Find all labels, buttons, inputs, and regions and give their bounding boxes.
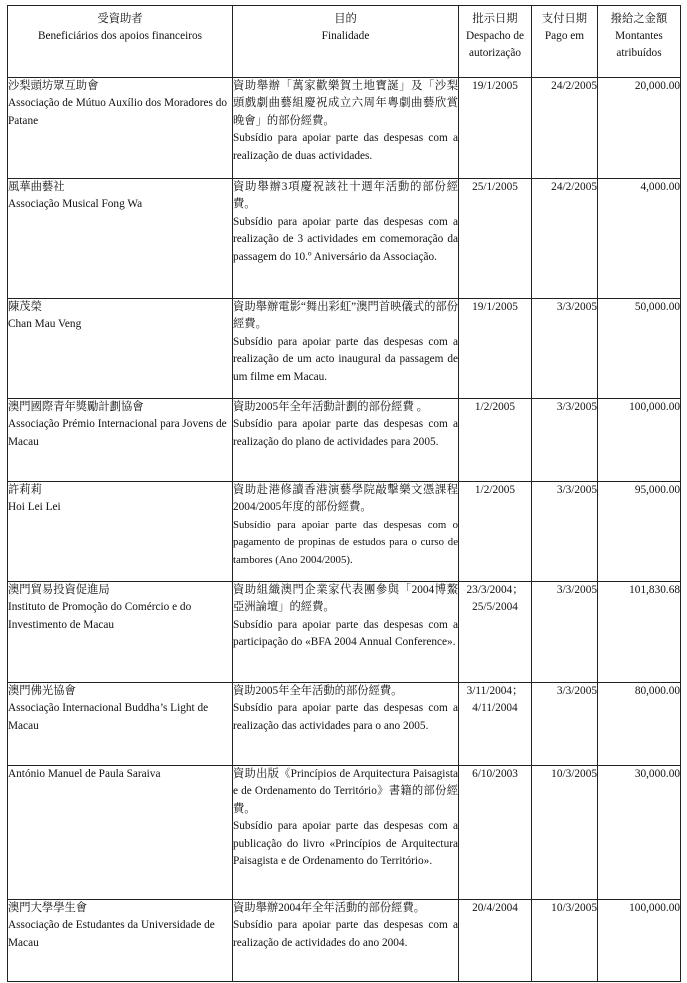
beneficiary-name-pt: Associação de Estudantes da Universidade de Macau [8,919,215,949]
payment-date: 3/3/2005 [532,683,598,766]
table-row [8,582,681,683]
purpose-pt: Subsídio para apoiar parte das despesas com a realização do plano de actividades para 2005. [233,418,458,448]
header-authorization-zh: 批示日期 [472,13,518,25]
amount: 101,830.68 [598,582,681,683]
header-amount-zh: 撥給之金額 [610,13,668,25]
authorization-date: 19/1/2005 [459,299,532,399]
purpose-pt: Subsídio para apoiar parte das despesas com a publicação do livro «Princípios de Arquitectura Paisagista e de Ordenamento do Território». [233,820,458,868]
purpose-zh: 資助2005年全年活動計劃的部份經費 。 [233,401,428,413]
purpose-zh: 資助2005年全年活動的部份經費。 [233,685,403,697]
table-row [8,683,681,766]
beneficiary-name-zh: 澳門貿易投資促進局 [8,584,110,596]
header-purpose [233,6,459,78]
header-purpose-pt: Finalidade [321,30,370,42]
beneficiary-cell [8,179,233,299]
purpose-pt: Subsídio para apoiar parte das despesas com a participação do «BFA 2004 Annual Conference». [233,618,458,649]
beneficiary-cell [8,766,233,900]
amount: 50,000.00 [598,299,681,399]
beneficiary-name-zh: 許莉莉 [8,484,42,496]
payment-date: 10/3/2005 [532,900,598,982]
header-authorization-pt-2: autorização [468,47,522,59]
table-row [8,299,681,399]
purpose-cell [233,683,459,766]
table-row [8,399,681,482]
beneficiary-name-zh: 澳門國際青年獎勵計劃協會 [8,401,144,413]
purpose-pt: Subsídio para apoiar parte das despesas com a realização de 3 actividades em comemoração da passagem do 10.º Aniversário da Associação. [233,215,458,263]
beneficiary-name-pt: Hoi Lei Lei [8,501,61,514]
beneficiary-cell [8,582,233,683]
payment-date: 24/2/2005 [532,78,598,179]
table-row [8,78,681,179]
beneficiary-name-pt: Associação Musical Fong Wa [8,198,143,211]
amount: 30,000.00 [598,766,681,900]
purpose-zh: 資助組織澳門企業家代表團參與「2004博鰲亞洲論壇」的經費。 [233,584,458,614]
purpose-cell [233,766,459,900]
payment-date: 3/3/2005 [532,482,598,582]
header-payment-zh: 支付日期 [541,13,588,25]
header-payment [532,6,598,78]
beneficiary-name-pt: Associação Prémio Internacional para Jovens de Macau [8,418,227,448]
purpose-zh: 資助出版《Princípios de Arquitectura Paisagista e de Ordenamento do Território》書籍的部份經費。 [233,768,458,815]
purpose-cell [233,482,459,582]
purpose-pt: Subsídio para apoiar parte das despesas com a realização das actividades para o ano 2005. [233,702,458,732]
header-amount-pt-2: atribuídos [616,47,662,59]
purpose-zh: 資助舉辦3項慶祝該社十週年活動的部份經費。 [233,181,458,211]
amount: 100,000.00 [598,900,681,982]
header-amount [598,6,681,78]
authorization-date: 19/1/2005 [459,78,532,179]
authorization-date: 1/2/2005 [459,482,532,582]
beneficiary-cell [8,900,233,982]
authorization-date: 1/2/2005 [459,399,532,482]
header-authorization-pt-1: Despacho de [465,30,525,42]
authorization-date: 25/1/2005 [459,179,532,299]
header-purpose-zh: 目的 [334,13,357,25]
table-row [8,179,681,299]
table-row [8,766,681,900]
purpose-cell [233,399,459,482]
purpose-pt: Subsídio para apoiar parte das despesas com a realização de um acto inaugural da passagem de um filme em Macau. [233,335,458,383]
beneficiary-cell [8,299,233,399]
table-row [8,900,681,982]
beneficiary-name-pt: Instituto de Promoção do Comércio e do Investimento de Macau [8,601,192,631]
payment-date: 3/3/2005 [532,582,598,683]
beneficiary-name-zh: 陳茂榮 [8,301,42,313]
header-beneficiaries-pt: Beneficiários dos apoios financeiros [37,30,203,42]
authorization-date: 20/4/2004 [459,900,532,982]
beneficiary-name-zh: 澳門大學學生會 [8,902,88,914]
payment-date: 3/3/2005 [532,399,598,482]
beneficiary-name-pt: Associação de Mútuo Auxílio dos Moradores do Patane [8,97,228,127]
amount: 95,000.00 [598,482,681,582]
beneficiary-name-pt: Chan Mau Veng [8,318,82,331]
authorization-date: 23/3/2004；25/5/2004 [459,582,532,683]
beneficiary-cell [8,683,233,766]
beneficiary-cell [8,399,233,482]
purpose-cell [233,900,459,982]
authorization-date: 3/11/2004；4/11/2004 [459,683,532,766]
grants-table [7,5,681,982]
beneficiary-cell [8,78,233,179]
purpose-pt: Subsídio para apoiar parte das despesas com a realização de actividades do ano 2004. [233,919,458,949]
table-row [8,482,681,582]
purpose-zh: 資助舉辦「萬家歡樂賀土地寶誕」及「沙梨頭戲劇曲藝組慶祝成立六周年粵劇曲藝欣賞晚會」的部份經費。 [233,80,458,127]
purpose-pt: Subsídio para apoiar parte das despesas com o pagamento de propinas de estudos para o curso de tambores (Ano 2004/2005). [233,518,458,566]
purpose-cell [233,78,459,179]
beneficiary-name-zh: 風華曲藝社 [8,181,65,193]
table-header-row [8,6,681,78]
purpose-zh: 資助舉辦2004年全年活動的部份經費。 [233,902,426,914]
header-beneficiaries [8,6,233,78]
purpose-cell [233,299,459,399]
amount: 20,000.00 [598,78,681,179]
amount: 80,000.00 [598,683,681,766]
header-amount-pt-1: Montantes [615,30,663,42]
header-payment-pt: Pago em [544,30,585,42]
beneficiary-name-zh: 澳門佛光協會 [8,685,76,697]
payment-date: 10/3/2005 [532,766,598,900]
header-authorization [459,6,532,78]
purpose-cell [233,582,459,683]
beneficiary-name-pt: Associação Internacional Buddha’s Light de Macau [8,702,209,732]
beneficiary-cell [8,482,233,582]
purpose-pt: Subsídio para apoiar parte das despesas com a realização de duas actividades. [233,132,458,162]
payment-date: 3/3/2005 [532,299,598,399]
amount: 4,000.00 [598,179,681,299]
purpose-cell [233,179,459,299]
authorization-date: 6/10/2003 [459,766,532,900]
purpose-zh: 資助舉辦電影“舞出彩虹”澳門首映儀式的部份經費。 [233,301,458,331]
payment-date: 24/2/2005 [532,179,598,299]
header-beneficiaries-zh: 受資助者 [97,13,143,25]
purpose-zh: 資助赴港修讀香港演藝學院敲擊樂文憑課程2004/2005年度的部份經費。 [233,484,458,514]
beneficiary-name-zh: 沙梨頭坊眾互助會 [8,80,99,92]
amount: 100,000.00 [598,399,681,482]
beneficiary-name-pt: António Manuel de Paula Saraiva [8,768,161,780]
